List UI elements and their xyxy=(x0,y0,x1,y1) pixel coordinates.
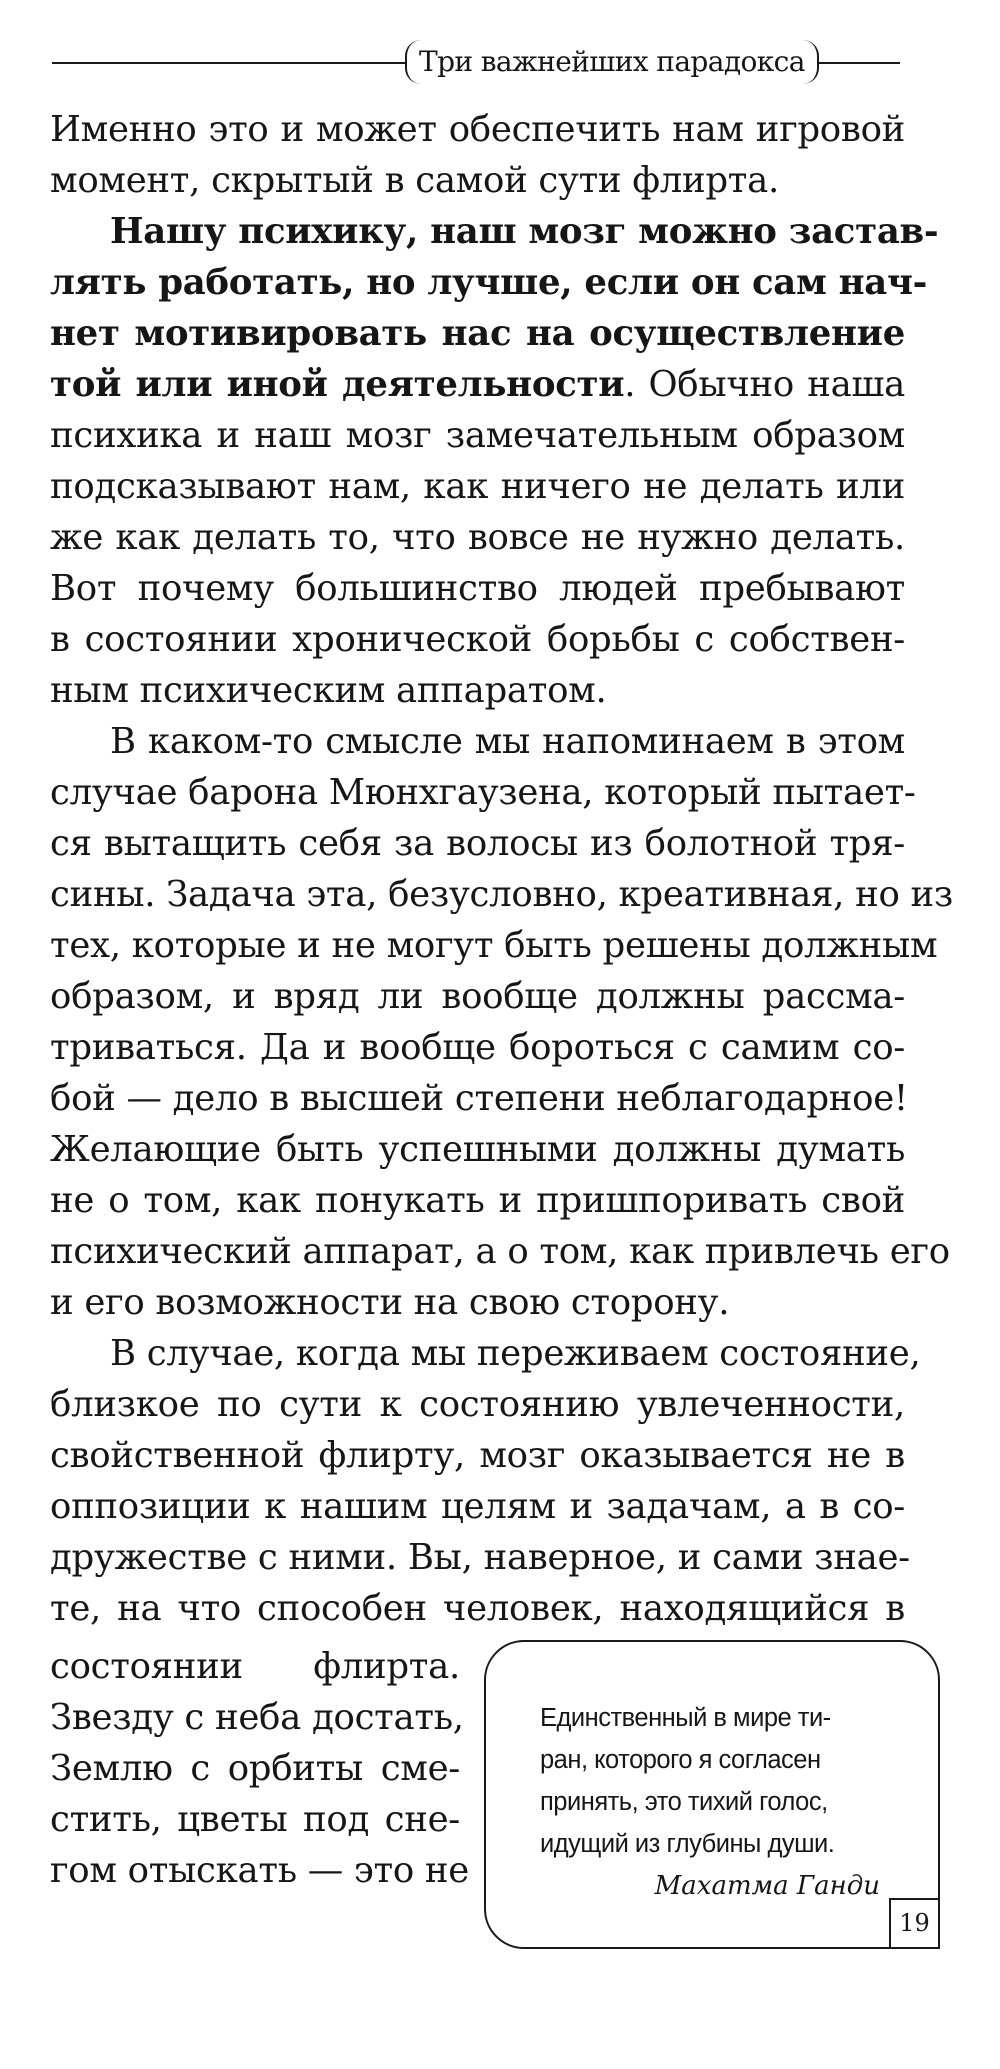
quote-line: Единственный в мире ти- xyxy=(540,1704,831,1732)
page-number: 19 xyxy=(889,1898,940,1949)
text-line: подсказывают нам, как ничего не делать или xyxy=(50,466,905,507)
quote-line: идущий из глубины души. xyxy=(540,1830,835,1858)
text-line: Именно это и может обеспечить нам игровой xyxy=(50,109,905,150)
text-line: Желающие быть успешными должны думать xyxy=(50,1129,905,1170)
body-text-wrapped xyxy=(50,1641,469,1896)
text-line: же как делать то, что вовсе не нужно делать. xyxy=(50,517,905,558)
text-line: случае барона Мюнхгаузена, который пытает- xyxy=(50,772,916,813)
text-line-bold: лять работать, но лучше, если он сам нач- xyxy=(50,262,928,303)
text-line: тех, которые и не могут быть решены должным xyxy=(50,925,938,966)
text-line: Звезду с неба достать, xyxy=(50,1697,464,1738)
bold-run: той или иной деятельности xyxy=(50,364,625,405)
text-line: и его возможности на свою сторону. xyxy=(50,1282,730,1323)
text-line: свойственной флирту, мозг оказывается не в xyxy=(50,1435,905,1476)
text-line: бой — дело в высшей степени неблагодарное! xyxy=(50,1078,908,1119)
text-line: оппозиции к нашим целям и задачам, а в со- xyxy=(50,1486,905,1527)
running-header: Три важнейших парадокса xyxy=(405,40,819,84)
regular-run: . Обычно наша xyxy=(624,364,906,405)
text-line: психика и наш мозг замечательным образом xyxy=(50,415,905,456)
text-line: те, на что способен человек, находящийся в xyxy=(50,1588,905,1629)
text-line: Землю с орбиты сме- xyxy=(50,1748,460,1789)
quote-text xyxy=(540,1697,890,1865)
text-line: сины. Задача эта, безусловно, креативная, но из xyxy=(50,874,953,915)
quote-author: Махатма Ганди xyxy=(654,1871,880,1901)
text-line: в состоянии хронической борьбы с собствен- xyxy=(50,619,905,660)
text-line: ся вытащить себя за волосы из болотной тря- xyxy=(50,823,905,864)
text-line: гом отыскать — это не xyxy=(50,1850,469,1891)
text-line: дружестве с ними. Вы, наверное, и сами знае- xyxy=(50,1537,910,1578)
quote-line: принять, это тихий голос, xyxy=(540,1788,828,1816)
text-line: близкое по сути к состоянию увлеченности, xyxy=(50,1384,905,1425)
text-line: стить, цветы под сне- xyxy=(50,1799,460,1840)
text-line: триваться. Да и вообще бороться с самим со- xyxy=(50,1027,905,1068)
text-line: не о том, как понукать и пришпоривать свой xyxy=(50,1180,905,1221)
text-line: ным психическим аппаратом. xyxy=(50,670,607,711)
text-line-bold: Нашу психику, наш мозг можно застав- xyxy=(110,211,939,252)
text-line-mixed xyxy=(50,359,905,410)
text-line: В случае, когда мы переживаем состояние, xyxy=(110,1333,921,1374)
text-line: Вот почему большинство людей пребывают xyxy=(50,568,905,609)
text-line: момент, скрытый в самой сути флирта. xyxy=(50,160,779,201)
quote-line: ран, которого я согласен xyxy=(540,1746,821,1774)
text-line: образом, и вряд ли вообще должны рассма- xyxy=(50,976,905,1017)
body-text xyxy=(50,104,953,1634)
text-line: состоянии флирта. xyxy=(50,1646,460,1687)
text-line: В каком-то смысле мы напоминаем в этом xyxy=(110,721,905,762)
text-line-bold: нет мотивировать нас на осуществление xyxy=(50,313,905,354)
text-line: психический аппарат, а о том, как привлечь его xyxy=(50,1231,950,1272)
